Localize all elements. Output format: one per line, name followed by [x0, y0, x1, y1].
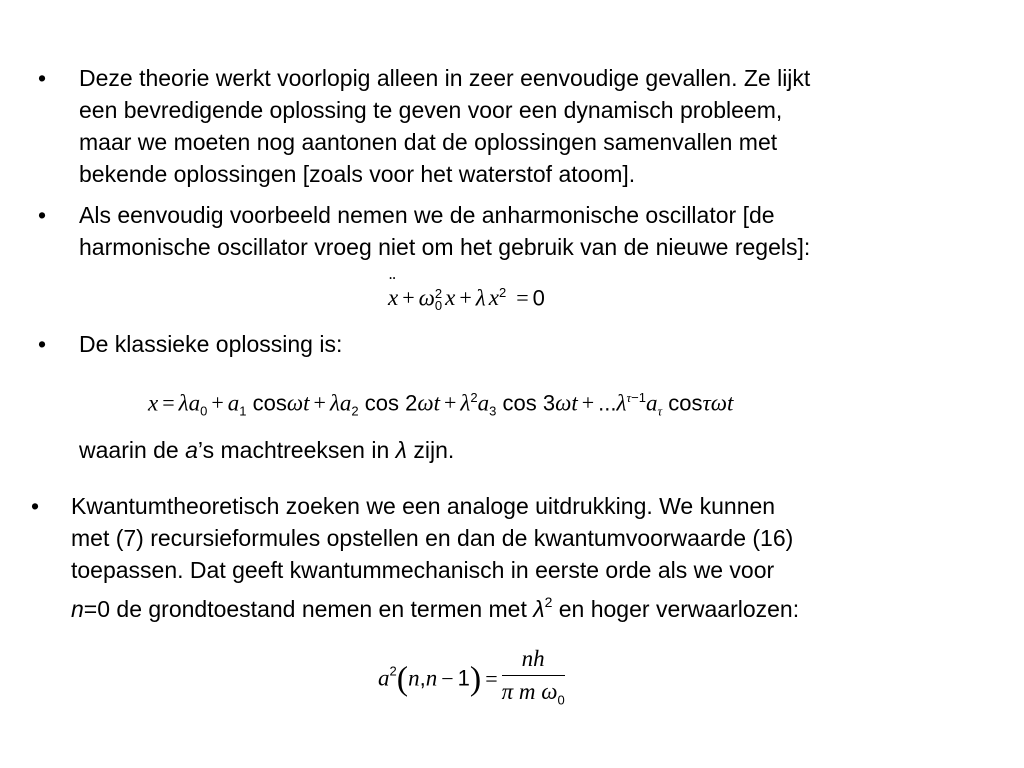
n-var: n — [71, 596, 84, 622]
bullet-2 — [38, 199, 998, 265]
waarin-lambda: λ — [395, 437, 407, 463]
bullet-1-text — [79, 62, 810, 190]
text-line: maar we moeten nog aantonen dat de oplossingen samenvallen met — [79, 129, 778, 155]
bullet-dot: • — [38, 202, 47, 228]
text-line: toepassen. Dat geeft kwantummechanisch in eerste orde als we voor — [71, 557, 775, 583]
text-line: bekende oplossingen [zoals voor het waterstof atoom]. — [79, 161, 636, 187]
equation-anharmonic-oscillator: ¨ x + ω 2 0 x + λ $x^2 = 0$ — [388, 279, 545, 312]
bullet-dot: • — [38, 65, 47, 91]
waarin-pre: waarin de — [79, 437, 186, 463]
equation-quantum-condition: $a^2(n,n - 1)$ = $\frac{nh}{\pi m \omega_0}$ — [378, 645, 565, 714]
bullet-4 — [31, 490, 1011, 620]
text-line: Kwantumtheoretisch zoeken we een analoge uitdrukking. We kunnen — [71, 493, 776, 519]
text-line: met (7) recursieformules opstellen en dan de kwantumvoorwaarde (16) — [71, 525, 794, 551]
fraction: $\frac{nh}{\pi m \omega_0}$ — [501, 646, 565, 708]
equation-classical-solution: $x = \lambda a_0 + a_1$ $\cos\omega t + \lambda a_2$ $\cos 2\omega t + \lambda^2a_3$ $\cos 3\omega t + ...\lambda^{\tau-1}a_\tau$ cosτωt — [148, 390, 734, 419]
bullet-dot: • — [38, 331, 47, 357]
text-line-last — [71, 586, 800, 622]
bullet-3 — [38, 328, 638, 362]
waarin-text — [79, 434, 679, 468]
waarin-a: a — [185, 437, 198, 463]
bullet-1 — [38, 62, 998, 192]
text-line: een bevredigende oplossing te geven voor een dynamisch probleem, — [79, 97, 783, 123]
text-line: De klassieke oplossing is: — [79, 331, 343, 357]
bullet-dot: • — [31, 493, 40, 519]
bullet-4-text — [71, 490, 800, 622]
bullet-2-text — [79, 199, 810, 263]
text-line: Als eenvoudig voorbeeld nemen we de anharmonische oscillator [de — [79, 202, 775, 228]
text-segment: =0 de grondtoestand nemen en termen met — [83, 596, 534, 622]
lambda-var: λ — [533, 596, 545, 622]
lambda-exponent: 2 — [544, 594, 553, 610]
text-segment: en hoger verwaarlozen: — [552, 596, 800, 622]
text-line: Deze theorie werkt voorlopig alleen in zeer eenvoudige gevallen. Ze lijkt — [79, 65, 811, 91]
bullet-3-text — [79, 328, 342, 360]
waarin-post: zijn. — [406, 437, 455, 463]
text-line: harmonische oscillator vroeg niet om het gebruik van de nieuwe regels]: — [79, 234, 811, 260]
waarin-mid: ’s machtreeksen in — [197, 437, 396, 463]
